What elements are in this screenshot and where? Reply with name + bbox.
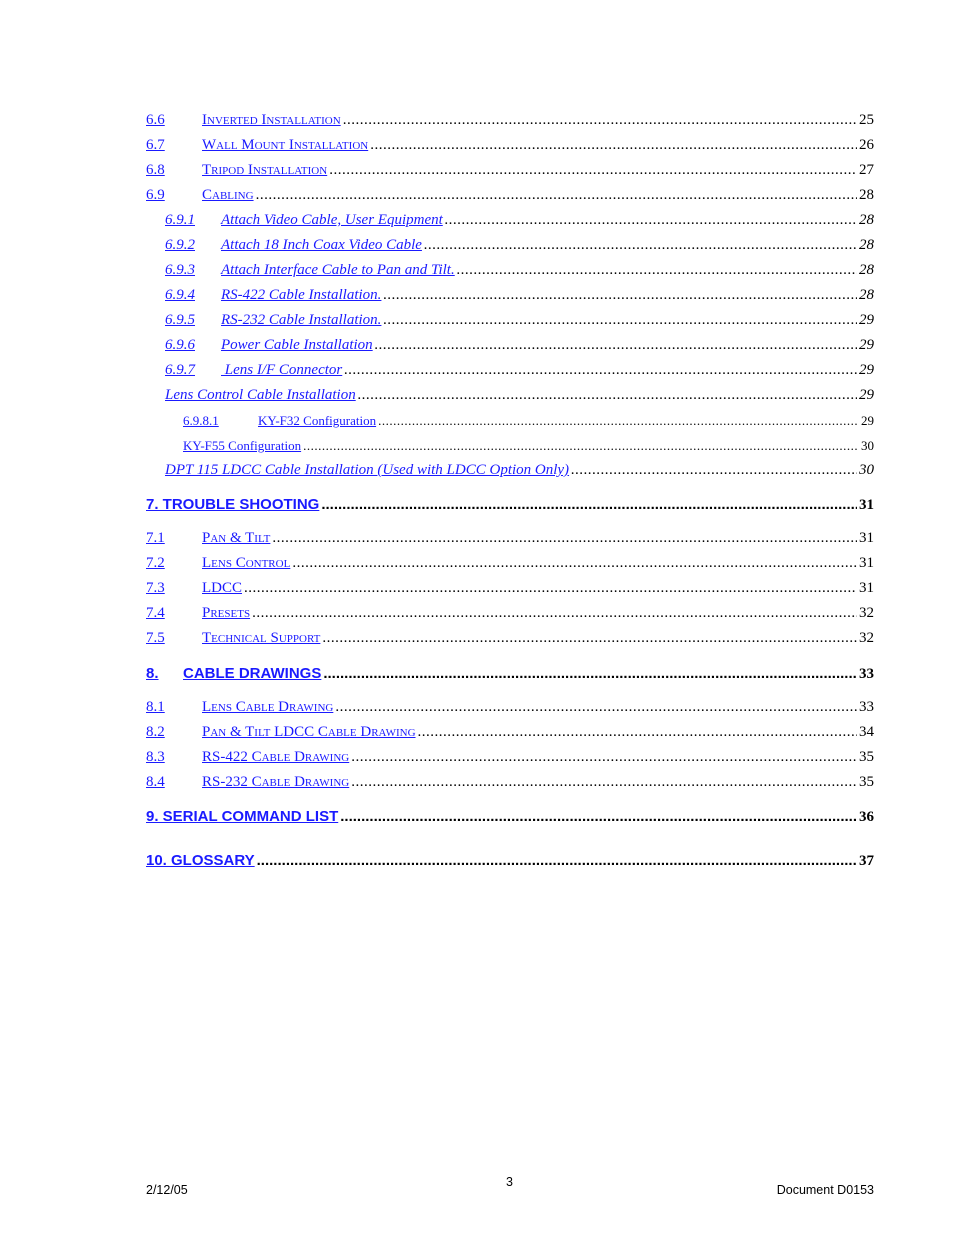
toc-leader [272, 530, 857, 547]
toc-page-number: 28 [859, 237, 874, 253]
toc-page-number: 29 [861, 413, 874, 428]
toc-entry[interactable] [165, 387, 874, 404]
toc-chapter-entry[interactable] [146, 852, 874, 870]
toc-chapter-number[interactable]: 8. [146, 665, 159, 682]
toc-entry-title[interactable]: RS-232 Cable Installation. [221, 312, 382, 328]
toc-entry[interactable] [165, 262, 874, 279]
toc-entry-title[interactable]: Lens Control Cable Installation [165, 387, 356, 403]
toc-entry[interactable] [146, 749, 874, 766]
toc-entry[interactable] [146, 605, 874, 622]
toc-entry-number[interactable]: 7.3 [146, 580, 165, 596]
toc-entry[interactable] [165, 462, 874, 479]
toc-chapter-title[interactable]: CABLE DRAWINGS [183, 665, 322, 682]
toc-page-number: 33 [859, 666, 874, 682]
toc-entry[interactable] [165, 287, 874, 304]
toc-entry[interactable] [146, 774, 874, 791]
toc-leader [418, 724, 857, 741]
toc-entry-title[interactable]: Attach Video Cable, User Equipment [221, 212, 443, 228]
toc-entry-number[interactable]: 6.9.4 [165, 287, 195, 303]
toc-page-number: 31 [859, 530, 874, 546]
toc-leader [303, 438, 859, 454]
toc-entry-number[interactable]: 6.9.2 [165, 237, 195, 253]
toc-entry-number[interactable]: 8.1 [146, 699, 165, 715]
toc-page-number: 28 [859, 287, 874, 303]
toc-page-number: 29 [859, 312, 874, 328]
toc-page-number: 34 [859, 724, 874, 740]
toc-page-number: 30 [861, 438, 874, 453]
toc-page-number: 31 [859, 555, 874, 571]
toc-leader [445, 212, 857, 229]
toc-leader [340, 808, 857, 825]
toc-leader [370, 137, 857, 154]
toc-entry-title[interactable]: Pan & Tilt [202, 530, 271, 546]
toc-entry-title[interactable]: Power Cable Installation [221, 337, 373, 353]
toc-entry-title[interactable]: LDCC [202, 580, 243, 596]
toc-entry-title[interactable]: RS-422 Cable Drawing [202, 749, 350, 765]
toc-entry[interactable] [146, 580, 874, 597]
footer-page-number: 3 [506, 1175, 513, 1189]
toc-entry[interactable] [146, 630, 874, 647]
toc-entry-number[interactable]: 6.8 [146, 162, 165, 178]
toc-page-number: 31 [859, 497, 874, 513]
toc-page-number: 32 [859, 630, 874, 646]
toc-leader [321, 496, 857, 513]
toc-entry-title[interactable]: Cabling [202, 187, 254, 203]
toc-entry-title[interactable]: Attach Interface Cable to Pan and Tilt. [221, 262, 455, 278]
toc-page-number: 37 [859, 853, 874, 869]
toc-chapter-entry[interactable] [146, 808, 874, 826]
toc-entry-title[interactable]: Lens I/F Connector [221, 362, 343, 378]
toc-leader [323, 665, 857, 682]
toc-entry-number[interactable]: 6.9.5 [165, 312, 195, 328]
toc-page-number: 29 [859, 387, 874, 403]
toc-leader [256, 187, 857, 204]
toc-entry-title[interactable]: Pan & Tilt LDCC Cable Drawing [202, 724, 416, 740]
toc-leader [351, 749, 857, 766]
toc-entry-number[interactable]: 7.1 [146, 530, 165, 546]
toc-page-number: 29 [859, 337, 874, 353]
toc-entry-number[interactable]: 8.2 [146, 724, 165, 740]
toc-leader [292, 555, 857, 572]
toc-entry[interactable] [146, 137, 874, 154]
toc-entry-title[interactable]: Attach 18 Inch Coax Video Cable [221, 237, 422, 253]
toc-entry-number[interactable]: 6.7 [146, 137, 165, 153]
toc-entry-title[interactable]: Lens Cable Drawing [202, 699, 334, 715]
toc-entry[interactable] [146, 112, 874, 129]
toc-entry[interactable] [165, 312, 874, 329]
toc-page-number: 33 [859, 699, 874, 715]
toc-page-number: 27 [859, 162, 874, 178]
toc-entry[interactable] [165, 212, 874, 229]
toc-entry-title[interactable]: Inverted Installation [202, 112, 341, 128]
toc-entry-title[interactable]: Technical Support [202, 630, 321, 646]
toc-entry[interactable] [165, 362, 874, 379]
toc-entry-number[interactable]: 6.9.3 [165, 262, 195, 278]
toc-leader [457, 262, 857, 279]
toc-entry[interactable] [165, 337, 874, 354]
toc-page-number: 28 [859, 212, 874, 228]
toc-page-number: 35 [859, 749, 874, 765]
toc-leader [322, 630, 857, 647]
toc-leader [383, 287, 857, 304]
toc-entry[interactable] [146, 724, 874, 741]
toc-entry-number[interactable]: 6.6 [146, 112, 165, 128]
toc-chapter-entry[interactable] [146, 665, 874, 683]
toc-leader [358, 387, 857, 404]
toc-entry[interactable] [146, 699, 874, 716]
toc-chapter-entry[interactable] [146, 496, 874, 514]
toc-entry-number[interactable]: 8.3 [146, 749, 165, 765]
toc-page-number: 29 [859, 362, 874, 378]
toc-entry-title[interactable]: KY-F32 Configuration [258, 413, 377, 428]
toc-page-number: 28 [859, 187, 874, 203]
toc-leader [335, 699, 857, 716]
toc-page-number: 35 [859, 774, 874, 790]
toc-chapter-title[interactable]: 9. SERIAL COMMAND LIST [146, 808, 339, 825]
toc-leader [424, 237, 857, 254]
toc-page-number: 30 [859, 462, 874, 478]
toc-entry-number[interactable]: 6.9.6 [165, 337, 195, 353]
toc-page-number: 28 [859, 262, 874, 278]
toc-entry-number[interactable]: 7.2 [146, 555, 165, 571]
toc-chapter-title[interactable]: 10. GLOSSARY [146, 852, 255, 869]
toc-entry-number[interactable]: 7.5 [146, 630, 165, 646]
toc-chapter-title[interactable]: 7. TROUBLE SHOOTING [146, 496, 320, 513]
toc-leader [378, 413, 859, 429]
footer-date: 2/12/05 [146, 1183, 188, 1197]
toc-entry[interactable] [183, 413, 874, 429]
toc-entry-number[interactable]: 8.4 [146, 774, 165, 790]
toc-entry[interactable] [146, 162, 874, 179]
toc-leader [571, 462, 857, 479]
toc-leader [329, 162, 857, 179]
toc-page-number: 26 [859, 137, 874, 153]
toc-entry-title[interactable]: DPT 115 LDCC Cable Installation (Used with LDCC Option Only) [165, 462, 570, 478]
toc-leader [257, 852, 857, 869]
toc-entry[interactable] [146, 555, 874, 572]
toc-entry[interactable] [165, 237, 874, 254]
toc-page-number: 32 [859, 605, 874, 621]
toc-entry-title[interactable]: Wall Mount Installation [202, 137, 369, 153]
toc-leader [375, 337, 857, 354]
toc-leader [383, 312, 857, 329]
toc-entry-title[interactable]: Tripod Installation [202, 162, 328, 178]
toc-entry-number[interactable]: 7.4 [146, 605, 165, 621]
toc-entry-title[interactable]: Presets [202, 605, 251, 621]
toc-entry-number[interactable]: 6.9 [146, 187, 165, 203]
toc-page-number: 31 [859, 580, 874, 596]
toc-entry-title[interactable]: KY-F55 Configuration [183, 438, 302, 453]
toc-page-number: 36 [859, 809, 874, 825]
toc-entry-title[interactable]: RS-422 Cable Installation. [221, 287, 382, 303]
toc-entry-number[interactable]: 6.9.1 [165, 212, 195, 228]
toc-leader [351, 774, 857, 791]
toc-entry[interactable] [146, 530, 874, 547]
footer-document-id: Document D0153 [776, 1183, 874, 1197]
toc-leader [252, 605, 857, 622]
toc-leader [343, 112, 857, 129]
toc-entry-title[interactable]: Lens Control [202, 555, 291, 571]
toc-entry-title[interactable]: RS-232 Cable Drawing [202, 774, 350, 790]
toc-page-number: 25 [859, 112, 874, 128]
toc-leader [244, 580, 857, 597]
toc-entry[interactable] [146, 187, 874, 204]
toc-entry-number[interactable]: 6.9.7 [165, 362, 195, 378]
toc-entry-number[interactable]: 6.9.8.1 [183, 413, 219, 428]
toc-leader [344, 362, 857, 379]
toc-entry[interactable] [183, 438, 874, 454]
